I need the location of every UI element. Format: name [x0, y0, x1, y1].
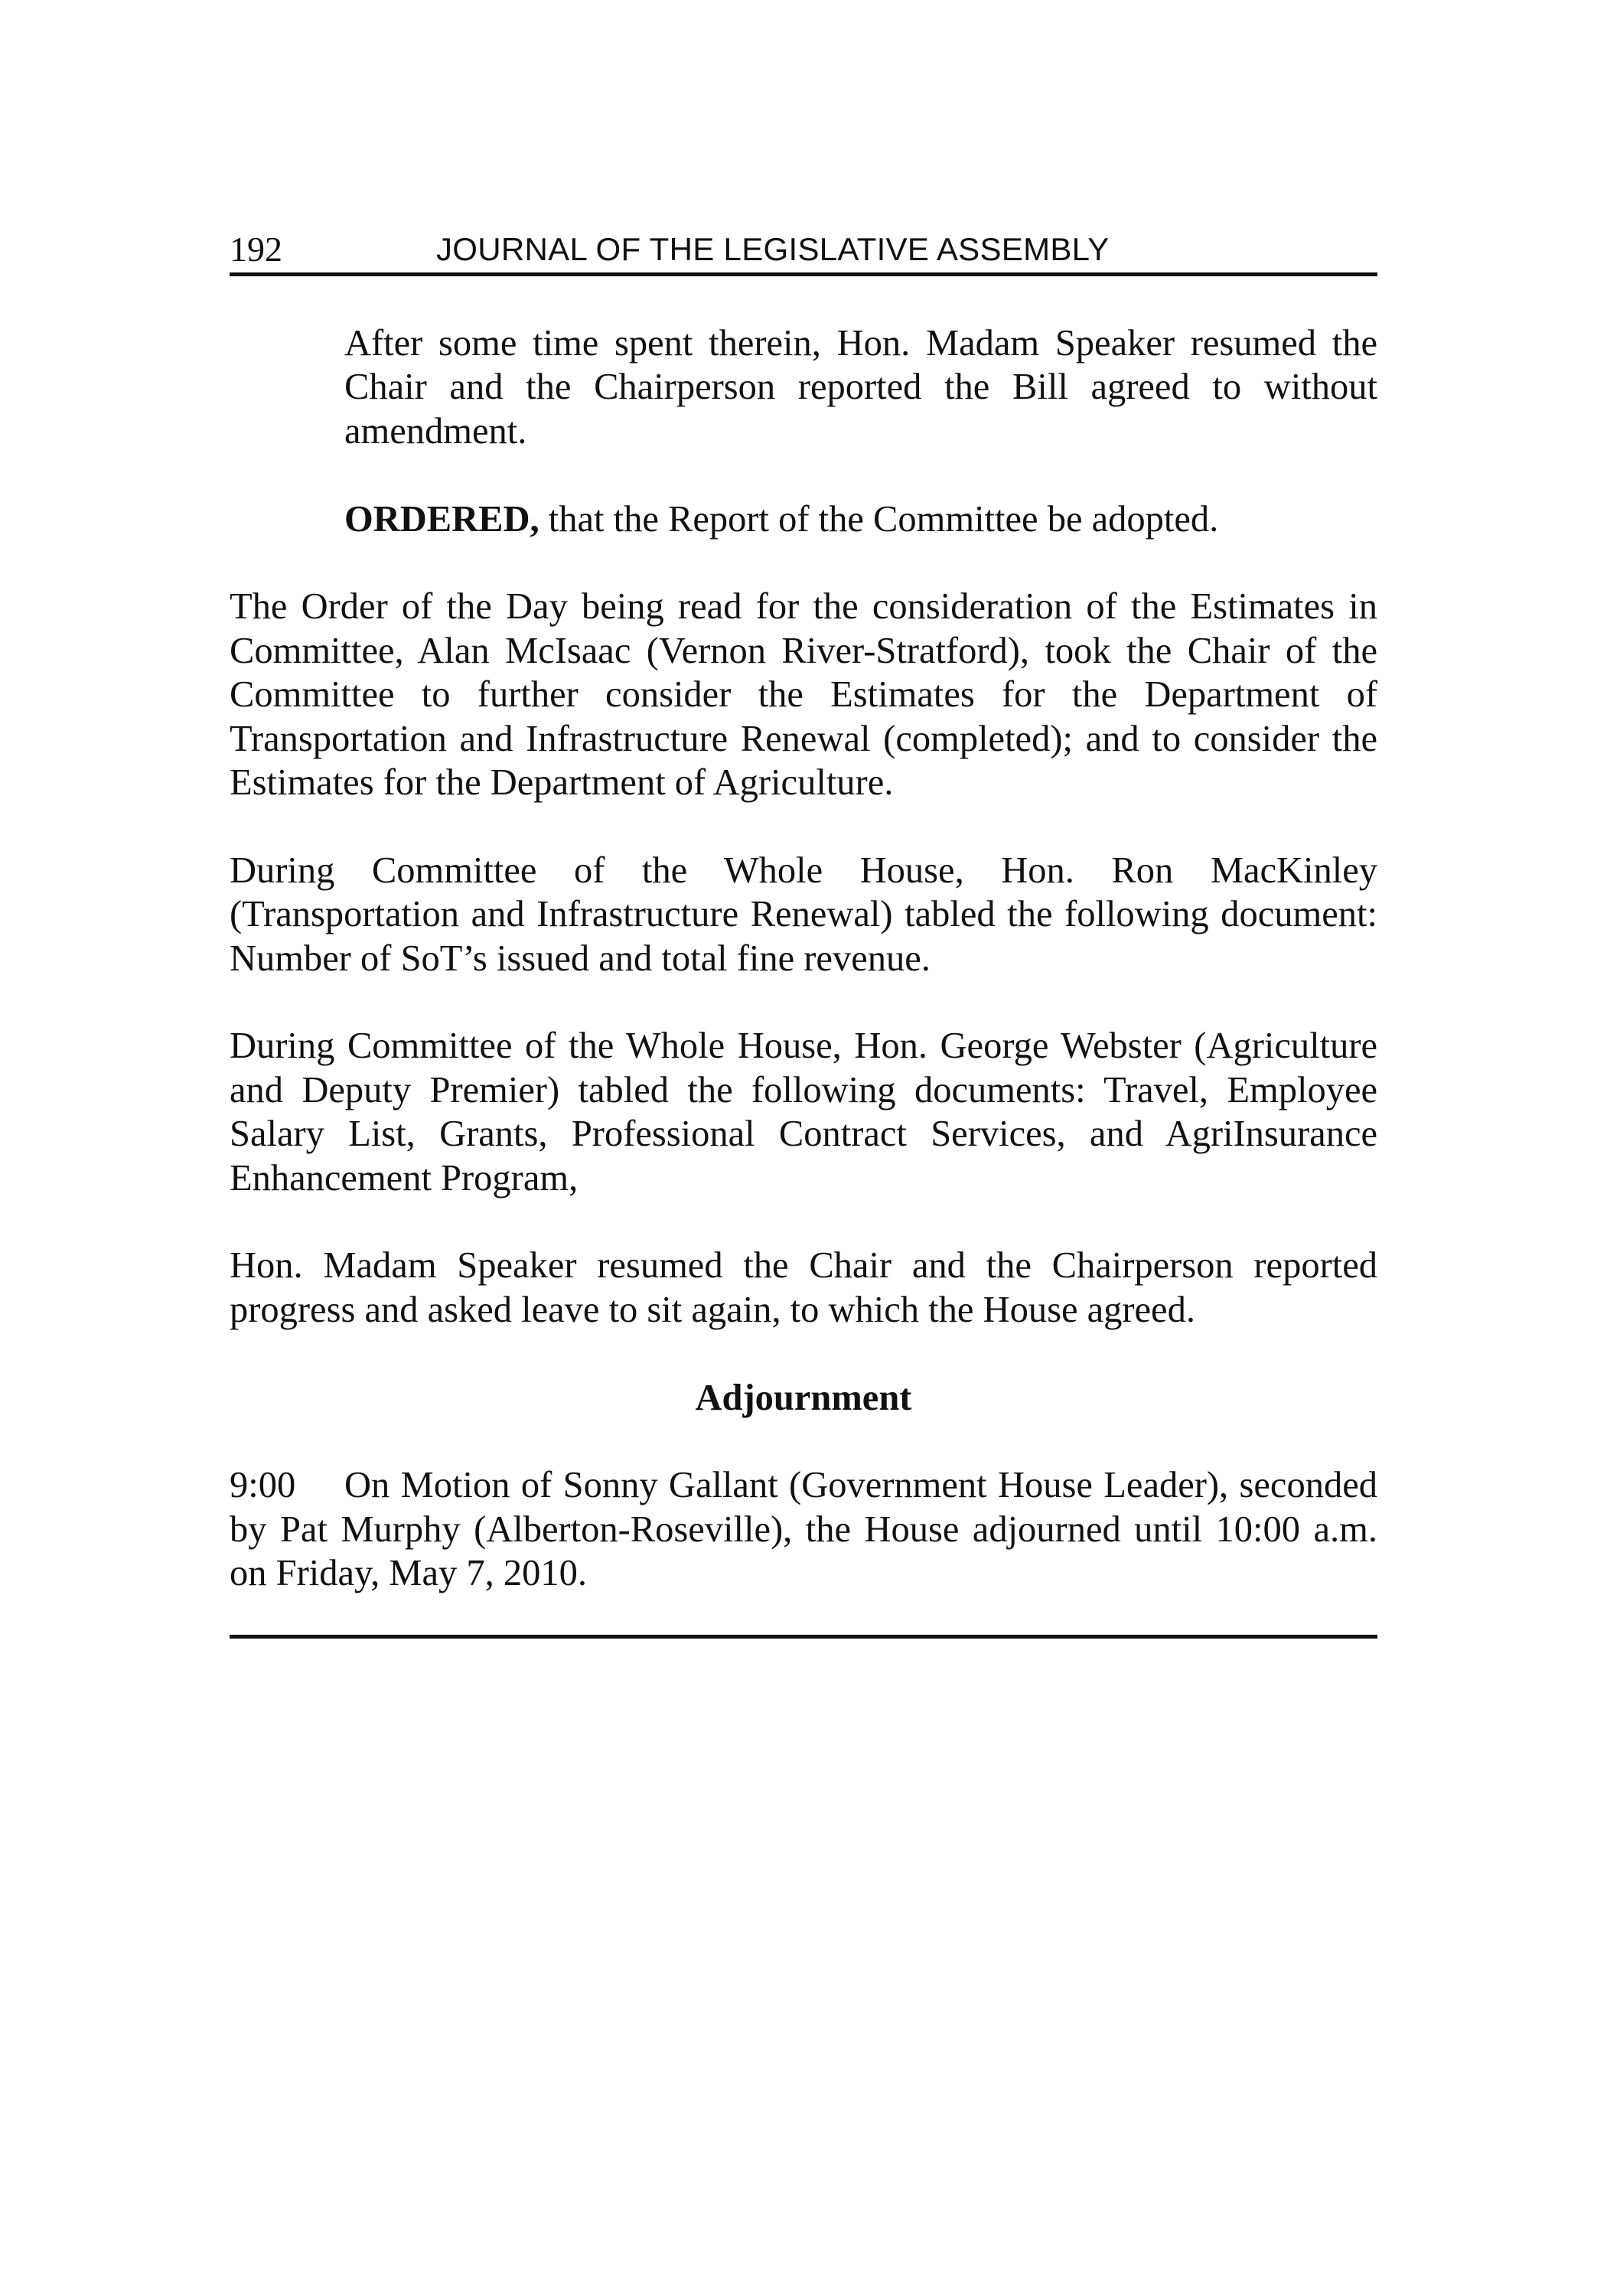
adjournment-text: On Motion of Sonny Gallant (Government House Leader), seconded by Pat Murphy (Alberton-Roseville), the House adjourned until 10:00 a.m. on Friday, May 7, 2010. [230, 1465, 1377, 1594]
footer-rule [230, 1635, 1377, 1639]
adjournment-paragraph [230, 1463, 1377, 1595]
tabled-documents-paragraph: During Committee of the Whole House, Hon. George Webster (Agriculture and Deputy Premier) tabled the following documents: Travel, Employee Salary List, Grants, Professional Contract Services, and AgriInsurance Enhancement Program, [230, 1026, 1377, 1199]
estimates-paragraph: The Order of the Day being read for the consideration of the Estimates in Committee, Alan McIsaac (Vernon River-Stratford), took the Chair of the Committee to further consider the Estimates for the Department of Transportation and Infrastructure Renewal (completed); and to consider the Estimates for the Department of Agriculture. [230, 586, 1377, 804]
ordered-paragraph [230, 497, 1377, 541]
page-number: 192 [230, 230, 282, 269]
committee-report-paragraph: After some time spent therein, Hon. Madam Speaker resumed the Chair and the Chairperson reported the Bill agreed to without amendment. [344, 323, 1377, 452]
tabled-document-paragraph: During Committee of the Whole House, Hon. Ron MacKinley (Transportation and Infrastructure Renewal) tabled the following document: Number of SoT’s issued and total fine revenue. [230, 850, 1377, 979]
ordered-label: ORDERED, [344, 498, 539, 540]
running-header [230, 227, 1377, 276]
adjournment-time: 9:00 [230, 1465, 296, 1506]
journal-title: JOURNAL OF THE LEGISLATIVE ASSEMBLY [436, 231, 1110, 267]
ordered-text: that the Report of the Committee be adopted. [539, 498, 1219, 540]
progress-paragraph: Hon. Madam Speaker resumed the Chair and the Chairperson reported progress and asked leave to sit again, to which the House agreed. [230, 1245, 1377, 1330]
adjournment-heading: Adjournment [695, 1377, 912, 1418]
header-rule [230, 272, 1377, 276]
journal-body [230, 321, 1377, 1639]
